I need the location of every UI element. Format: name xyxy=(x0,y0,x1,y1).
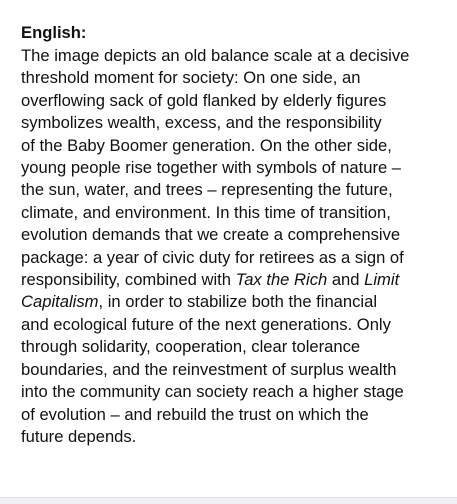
text-run: future depends. xyxy=(21,426,137,446)
emphasized-text: Tax the Rich xyxy=(235,270,328,290)
text-run: package: a year of civic duty for retirees as a sign of xyxy=(21,247,404,267)
text-run: of the Baby Boomer generation. On the other side, xyxy=(21,135,392,155)
bottom-divider xyxy=(0,497,457,504)
text-run: climate, and environment. In this time of transition, xyxy=(21,202,391,222)
text-run: The image depicts an old balance scale at a decisive xyxy=(21,46,410,65)
text-line xyxy=(21,404,437,426)
text-line xyxy=(21,112,437,134)
text-line xyxy=(21,45,437,67)
text-line xyxy=(21,314,437,336)
text-run: symbolizes wealth, excess, and the responsibility xyxy=(21,113,382,133)
text-run: through solidarity, cooperation, clear tolerance xyxy=(21,337,361,357)
text-run: into the community can society reach a higher stage xyxy=(21,382,404,402)
text-line xyxy=(21,157,437,179)
text-line xyxy=(21,426,437,448)
language-heading: English: xyxy=(21,23,87,42)
text-line xyxy=(21,224,437,246)
text-run: , in order to stabilize both the financial xyxy=(98,292,378,312)
text-run: boundaries, and the reinvestment of surplus wealth xyxy=(21,359,397,379)
text-line xyxy=(21,90,437,112)
emphasized-text: Limit xyxy=(364,270,400,290)
text-line xyxy=(21,202,437,224)
text-line xyxy=(21,247,437,269)
text-line xyxy=(21,67,437,89)
text-line xyxy=(21,336,437,358)
text-line xyxy=(21,269,437,291)
text-run: threshold moment for society: On one side, an xyxy=(21,68,361,88)
text-line xyxy=(21,359,437,381)
text-run: evolution demands that we create a comprehensive xyxy=(21,225,401,245)
text-line xyxy=(21,291,437,313)
text-run: young people rise together with symbols of nature – xyxy=(21,158,402,178)
text-run: overflowing sack of gold flanked by elderly figures xyxy=(21,90,387,110)
text-run: responsibility, combined with xyxy=(21,270,236,290)
translation-paragraph[interactable] xyxy=(21,45,437,448)
text-line xyxy=(21,381,437,403)
text-run: and xyxy=(327,270,365,290)
text-run: of evolution – and rebuild the trust on which the xyxy=(21,404,369,424)
emphasized-text: Capitalism xyxy=(21,292,99,312)
text-line xyxy=(21,179,437,201)
text-run: and ecological future of the next generations. Only xyxy=(21,314,391,334)
text-line xyxy=(21,135,437,157)
text-run: the sun, water, and trees – representing the future, xyxy=(21,180,393,200)
